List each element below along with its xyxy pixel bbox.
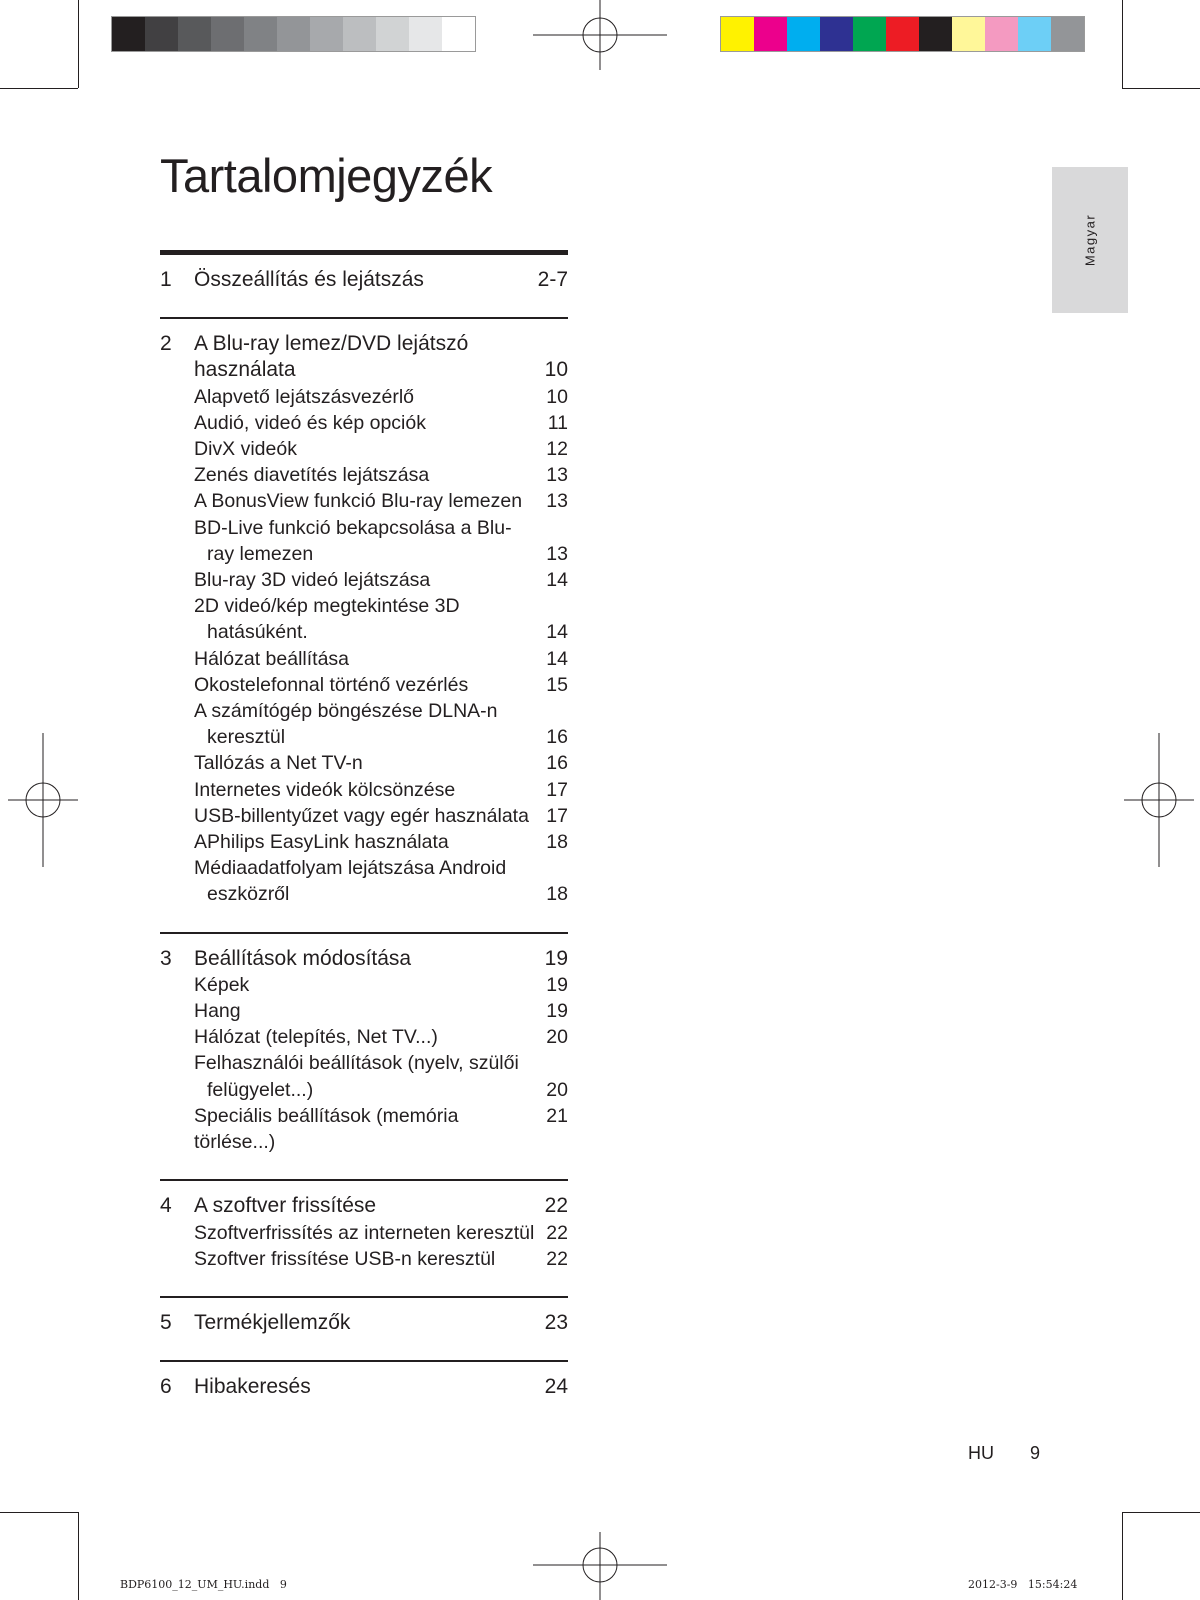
toc-page-number: 24 xyxy=(544,1375,568,1399)
toc-subentry[interactable] xyxy=(160,515,568,541)
toc-chapter-entry[interactable] xyxy=(160,357,568,383)
crop-mark xyxy=(78,0,79,88)
color-swatch xyxy=(1051,17,1084,51)
language-tab-label: Magyar xyxy=(1082,213,1098,267)
color-swatch xyxy=(409,17,442,51)
toc-subentry[interactable] xyxy=(160,724,568,750)
toc-entry-text: Alapvető lejátszásvezérlő xyxy=(194,385,415,408)
toc-entry-text: Tallózás a Net TV-n xyxy=(194,752,363,775)
toc-page-number: 15 xyxy=(546,673,568,696)
toc-page-number: 18 xyxy=(546,831,568,854)
toc-subentry[interactable] xyxy=(160,619,568,645)
toc-entry-text: APhilips EasyLink használata xyxy=(194,831,449,854)
toc-page-number: 22 xyxy=(544,1194,568,1218)
toc-chapter-entry[interactable] xyxy=(160,1374,568,1400)
toc-entry-text: Blu-ray 3D videó lejátszása xyxy=(194,569,431,592)
crop-mark xyxy=(1122,0,1123,88)
toc-page-number: 16 xyxy=(546,752,568,775)
toc-entry-text: eszközről xyxy=(207,883,290,906)
toc-subentry[interactable] xyxy=(160,462,568,488)
toc-entry-text: keresztül xyxy=(207,726,286,749)
toc-page-number: 14 xyxy=(546,621,568,644)
toc-subentry[interactable] xyxy=(160,855,568,881)
toc-page-number: 13 xyxy=(546,490,568,513)
color-swatch xyxy=(343,17,376,51)
toc-entry-text: USB-billentyűzet vagy egér használata xyxy=(194,804,529,827)
toc-page-number: 18 xyxy=(546,883,568,906)
toc-entry-text: Okostelefonnal történő vezérlés xyxy=(194,673,469,696)
toc-subentry[interactable] xyxy=(160,567,568,593)
toc-entry-text: felügyelet...) xyxy=(207,1078,314,1101)
toc-entry-text: DivX videók xyxy=(194,438,297,461)
crop-mark xyxy=(1122,1512,1123,1600)
toc-entry-text: Beállítások módosítása xyxy=(194,946,412,970)
toc-section xyxy=(160,1360,568,1424)
color-swatch xyxy=(310,17,343,51)
toc-page-number: 2-7 xyxy=(537,268,568,291)
color-swatch xyxy=(145,17,178,51)
toc-entry-text: 2D videó/kép megtekintése 3D xyxy=(194,595,460,618)
toc-entry-text: Hálózat beállítása xyxy=(194,647,350,670)
toc-entry-text: Képek xyxy=(194,973,250,996)
toc-entry-text: Speciális beállítások (memória törlése...) xyxy=(194,1104,459,1154)
toc-page-number: 13 xyxy=(546,464,568,487)
toc-subentry[interactable] xyxy=(160,1050,568,1076)
toc-section xyxy=(160,317,568,931)
color-swatch xyxy=(211,17,244,51)
toc-subentry[interactable] xyxy=(160,1024,568,1050)
toc-chapter-number: 4 xyxy=(160,1194,172,1218)
crop-mark xyxy=(1122,1512,1200,1513)
toc-page-number: 22 xyxy=(546,1247,568,1270)
color-swatch xyxy=(787,17,820,51)
toc-page-number: 22 xyxy=(546,1221,568,1244)
toc-page-number: 12 xyxy=(546,438,568,461)
toc-chapter-number: 5 xyxy=(160,1310,172,1334)
color-swatch xyxy=(277,17,310,51)
toc-entry-text: A BonusView funkció Blu-ray lemezen xyxy=(194,490,523,513)
toc-page-number: 16 xyxy=(546,726,568,749)
toc-chapter-number: 3 xyxy=(160,946,172,970)
slug-timestamp: 2012-3-9 15:54:24 xyxy=(968,1578,1078,1591)
toc-page-number: 13 xyxy=(546,542,568,565)
toc-entry-text: Termékjellemzők xyxy=(194,1310,351,1334)
toc-entry-text: A Blu-ray lemez/DVD lejátszó xyxy=(194,332,469,356)
toc-entry-text: A számítógép böngészése DLNA-n xyxy=(194,700,498,723)
toc-subentry[interactable] xyxy=(160,881,568,907)
toc-subentry[interactable] xyxy=(160,593,568,619)
color-swatch xyxy=(820,17,853,51)
toc-chapter-number: 6 xyxy=(160,1375,172,1399)
toc-section xyxy=(160,932,568,1180)
toc-entry-text: ray lemezen xyxy=(207,542,314,565)
color-swatch xyxy=(244,17,277,51)
toc-subentry[interactable] xyxy=(160,1220,568,1246)
toc-entry-text: Audió, videó és kép opciók xyxy=(194,411,426,434)
toc-chapter-entry[interactable] xyxy=(160,946,568,972)
toc-chapter-number: 2 xyxy=(160,332,172,356)
process-color-bar xyxy=(720,16,1085,52)
toc-page-number: 11 xyxy=(547,411,568,434)
toc-page-number: 19 xyxy=(546,973,568,996)
toc-entry-text: Összeállítás és lejátszás xyxy=(194,268,424,291)
page-number: 9 xyxy=(1030,1443,1041,1463)
toc-page-number: 19 xyxy=(544,946,568,970)
crop-mark xyxy=(0,1512,78,1513)
toc-entry-text: Hang xyxy=(194,1000,241,1023)
toc-subentry[interactable] xyxy=(160,436,568,462)
toc-chapter-number: 1 xyxy=(160,268,172,291)
color-swatch xyxy=(886,17,919,51)
color-swatch xyxy=(952,17,985,51)
color-swatch xyxy=(1018,17,1051,51)
toc-section xyxy=(160,1179,568,1296)
registration-mark-icon xyxy=(1124,733,1194,867)
slug-filename: BDP6100_12_UM_HU.indd 9 xyxy=(120,1578,287,1591)
toc-subentry[interactable] xyxy=(160,488,568,514)
toc-page-number: 21 xyxy=(546,1104,568,1127)
toc-subentry[interactable] xyxy=(160,541,568,567)
toc-entry-text: Felhasználói beállítások (nyelv, szülői xyxy=(194,1052,519,1075)
crop-mark xyxy=(1122,88,1200,89)
toc-subentry[interactable] xyxy=(160,829,568,855)
toc-subentry[interactable] xyxy=(160,410,568,436)
registration-mark-icon xyxy=(8,733,78,867)
toc-subentry[interactable] xyxy=(160,1103,568,1155)
color-swatch xyxy=(721,17,754,51)
color-swatch xyxy=(985,17,1018,51)
color-swatch xyxy=(919,17,952,51)
toc-section xyxy=(160,250,568,317)
toc-entry-text: Zenés diavetítés lejátszása xyxy=(194,464,430,487)
toc-page-number: 23 xyxy=(544,1310,568,1334)
toc-entry-text: BD-Live funkció bekapcsolása a Blu- xyxy=(194,516,512,539)
toc-entry-text: Szoftverfrissítés az interneten keresztül xyxy=(194,1221,535,1244)
toc-page-number: 17 xyxy=(546,778,568,801)
language-tab xyxy=(1052,167,1128,313)
toc-entry-text: használata xyxy=(194,358,296,382)
color-swatch xyxy=(754,17,787,51)
grayscale-color-bar xyxy=(111,16,476,52)
toc-entry-text: Médiaadatfolyam lejátszása Android xyxy=(194,857,507,880)
toc-section xyxy=(160,1296,568,1360)
color-swatch xyxy=(442,17,475,51)
toc-subentry[interactable] xyxy=(160,646,568,672)
toc-chapter-entry[interactable] xyxy=(160,1310,568,1336)
color-swatch xyxy=(853,17,886,51)
toc-subentry[interactable] xyxy=(160,1077,568,1103)
toc-subentry[interactable] xyxy=(160,750,568,776)
toc-page-number: 14 xyxy=(546,569,568,592)
registration-mark-icon xyxy=(533,0,667,70)
color-swatch xyxy=(178,17,211,51)
toc-page-number: 17 xyxy=(546,804,568,827)
toc-chapter-entry[interactable] xyxy=(160,267,568,293)
registration-mark-icon xyxy=(533,1532,667,1600)
toc-page-number: 10 xyxy=(546,385,568,408)
toc-subentry[interactable] xyxy=(160,998,568,1024)
toc-page-number: 20 xyxy=(546,1026,568,1049)
toc-page-number: 14 xyxy=(546,647,568,670)
toc-entry-text: Hálózat (telepítés, Net TV...) xyxy=(194,1026,438,1049)
toc-entry-text: Szoftver frissítése USB-n keresztül xyxy=(194,1247,496,1270)
toc-subentry[interactable] xyxy=(160,803,568,829)
toc-subentry[interactable] xyxy=(160,698,568,724)
toc-page-number: 19 xyxy=(546,1000,568,1023)
toc-page-number: 10 xyxy=(544,358,568,382)
toc-entry-text: A szoftver frissítése xyxy=(194,1194,377,1218)
toc-chapter-entry[interactable] xyxy=(160,331,568,357)
color-swatch xyxy=(112,17,145,51)
page-title: Tartalomjegyzék xyxy=(160,149,493,202)
toc-subentry[interactable] xyxy=(160,777,568,803)
toc-entry-text: Hibakeresés xyxy=(194,1375,311,1399)
toc-chapter-entry[interactable] xyxy=(160,1193,568,1219)
toc-subentry[interactable] xyxy=(160,672,568,698)
toc-entry-text: hatásúként. xyxy=(207,621,308,644)
toc-page-number: 20 xyxy=(546,1078,568,1101)
toc-subentry[interactable] xyxy=(160,1246,568,1272)
toc-entry-text: Internetes videók kölcsönzése xyxy=(194,778,456,801)
toc-subentry[interactable] xyxy=(160,972,568,998)
footer-language-code: HU xyxy=(968,1443,994,1463)
crop-mark xyxy=(78,1512,79,1600)
crop-mark xyxy=(0,88,78,89)
toc-subentry[interactable] xyxy=(160,384,568,410)
table-of-contents xyxy=(160,250,568,1424)
color-swatch xyxy=(376,17,409,51)
